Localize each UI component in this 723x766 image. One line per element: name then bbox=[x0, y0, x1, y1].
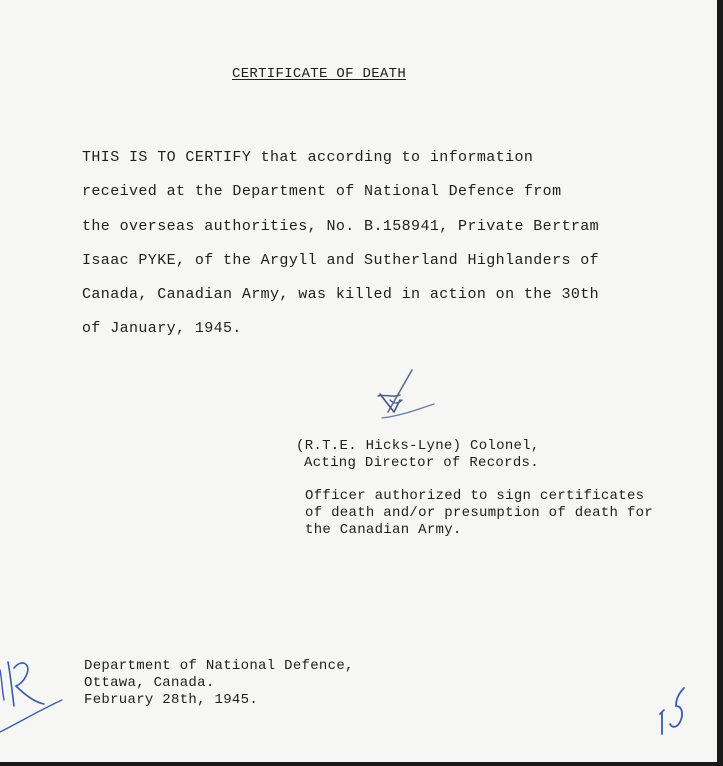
office-location: Ottawa, Canada. bbox=[84, 675, 215, 691]
certificate-title: CERTIFICATE OF DEATH bbox=[232, 66, 407, 82]
signatory-block bbox=[296, 438, 540, 472]
body-line: Isaac PYKE, of the Argyll and Sutherland Highlanders of bbox=[82, 251, 600, 269]
margin-handwritten-mark bbox=[0, 650, 70, 740]
body-line: of January, 1945. bbox=[82, 320, 242, 338]
scan-border-bottom bbox=[0, 762, 723, 766]
authority-line: of death and/or presumption of death for bbox=[305, 505, 654, 521]
body-line: received at the Department of National Defence from bbox=[82, 183, 562, 201]
body-line: the overseas authorities, No. B.158941, Private Bertram bbox=[82, 217, 600, 235]
authority-line: Officer authorized to sign certificates bbox=[305, 488, 645, 504]
body-line: THIS IS TO CERTIFY that according to information bbox=[82, 149, 534, 166]
authority-statement bbox=[305, 488, 653, 539]
signatory-name: (R.T.E. Hicks-Lyne) Colonel, bbox=[296, 438, 540, 454]
office-name: Department of National Defence, bbox=[84, 658, 354, 674]
handwritten-signature bbox=[360, 364, 440, 434]
authority-line: the Canadian Army. bbox=[305, 522, 462, 538]
scan-border-right bbox=[717, 0, 723, 766]
certificate-body bbox=[82, 146, 682, 352]
signatory-title: Acting Director of Records. bbox=[304, 455, 539, 471]
issuing-office-block bbox=[84, 658, 354, 709]
issue-date: February 28th, 1945. bbox=[84, 692, 259, 708]
body-line: Canada, Canadian Army, was killed in action on the 30th bbox=[82, 286, 600, 304]
page-number-mark bbox=[650, 684, 690, 740]
